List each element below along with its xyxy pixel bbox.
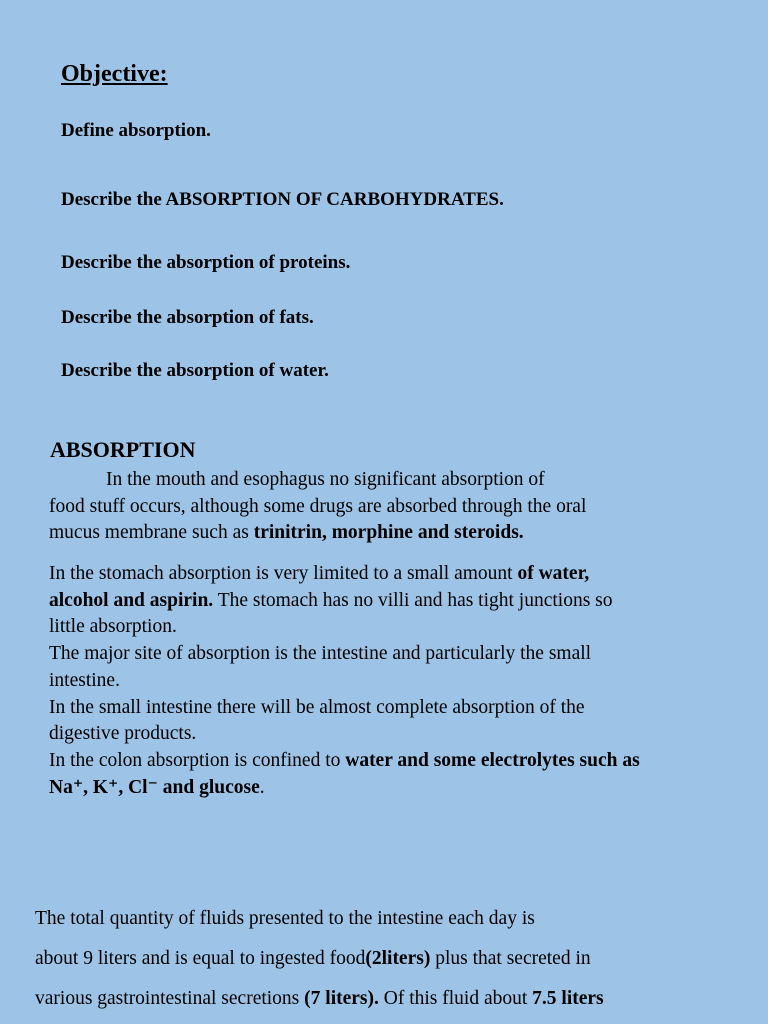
objective-item-define: Define absorption. bbox=[61, 120, 211, 141]
bold-text: Na⁺, K⁺, Cl⁻ and glucose bbox=[49, 776, 260, 798]
text-line: In the colon absorption is confined to bbox=[49, 749, 346, 771]
bold-text: water and some electrolytes such as bbox=[345, 749, 640, 771]
absorption-paragraph-stomach bbox=[49, 561, 749, 801]
text-line: Of this fluid about bbox=[378, 988, 533, 1009]
text-line: intestine. bbox=[49, 669, 120, 691]
text-line: In the stomach absorption is very limited to a small amount bbox=[49, 563, 518, 584]
objective-item-carbohydrates: Describe the ABSORPTION OF CARBOHYDRATES. bbox=[61, 189, 504, 210]
bold-text: alcohol and aspirin. bbox=[49, 589, 214, 611]
text-line: plus that secreted in bbox=[430, 948, 591, 969]
text-line: . bbox=[259, 776, 265, 798]
objective-item-water: Describe the absorption of water. bbox=[61, 360, 329, 381]
absorption-paragraph-mouth bbox=[49, 467, 749, 547]
text-line: mucus membrane such as bbox=[49, 522, 254, 544]
text-line: digestive products. bbox=[49, 723, 197, 745]
text-line: In the small intestine there will be almost complete absorption of the bbox=[49, 696, 585, 718]
text-line: The total quantity of fluids presented to the intestine each day is bbox=[35, 908, 535, 929]
bold-text: 7.5 liters bbox=[532, 988, 604, 1009]
text-line: various gastrointestinal secretions bbox=[35, 988, 305, 1009]
bold-text: (2liters) bbox=[365, 948, 431, 969]
bold-text: (7 liters). bbox=[304, 988, 379, 1009]
text-line: food stuff occurs, although some drugs are absorbed through the oral bbox=[49, 495, 587, 517]
bold-text: trinitrin, morphine and steroids. bbox=[253, 522, 524, 544]
text-line: about 9 liters and is equal to ingested food bbox=[35, 948, 366, 969]
text-line: In the mouth and esophagus no significant absorption of bbox=[106, 469, 545, 490]
objective-item-proteins: Describe the absorption of proteins. bbox=[61, 252, 351, 273]
bold-text: of water, bbox=[517, 563, 590, 584]
absorption-heading: ABSORPTION bbox=[50, 437, 196, 462]
text-line: The major site of absorption is the intestine and particularly the small bbox=[49, 643, 592, 665]
text-line: The stomach has no villi and has tight junctions so bbox=[213, 589, 613, 611]
objective-title: Objective: bbox=[61, 61, 168, 87]
text-line: little absorption. bbox=[49, 616, 177, 638]
objective-item-fats: Describe the absorption of fats. bbox=[61, 307, 314, 328]
fluids-paragraph bbox=[35, 899, 755, 1019]
